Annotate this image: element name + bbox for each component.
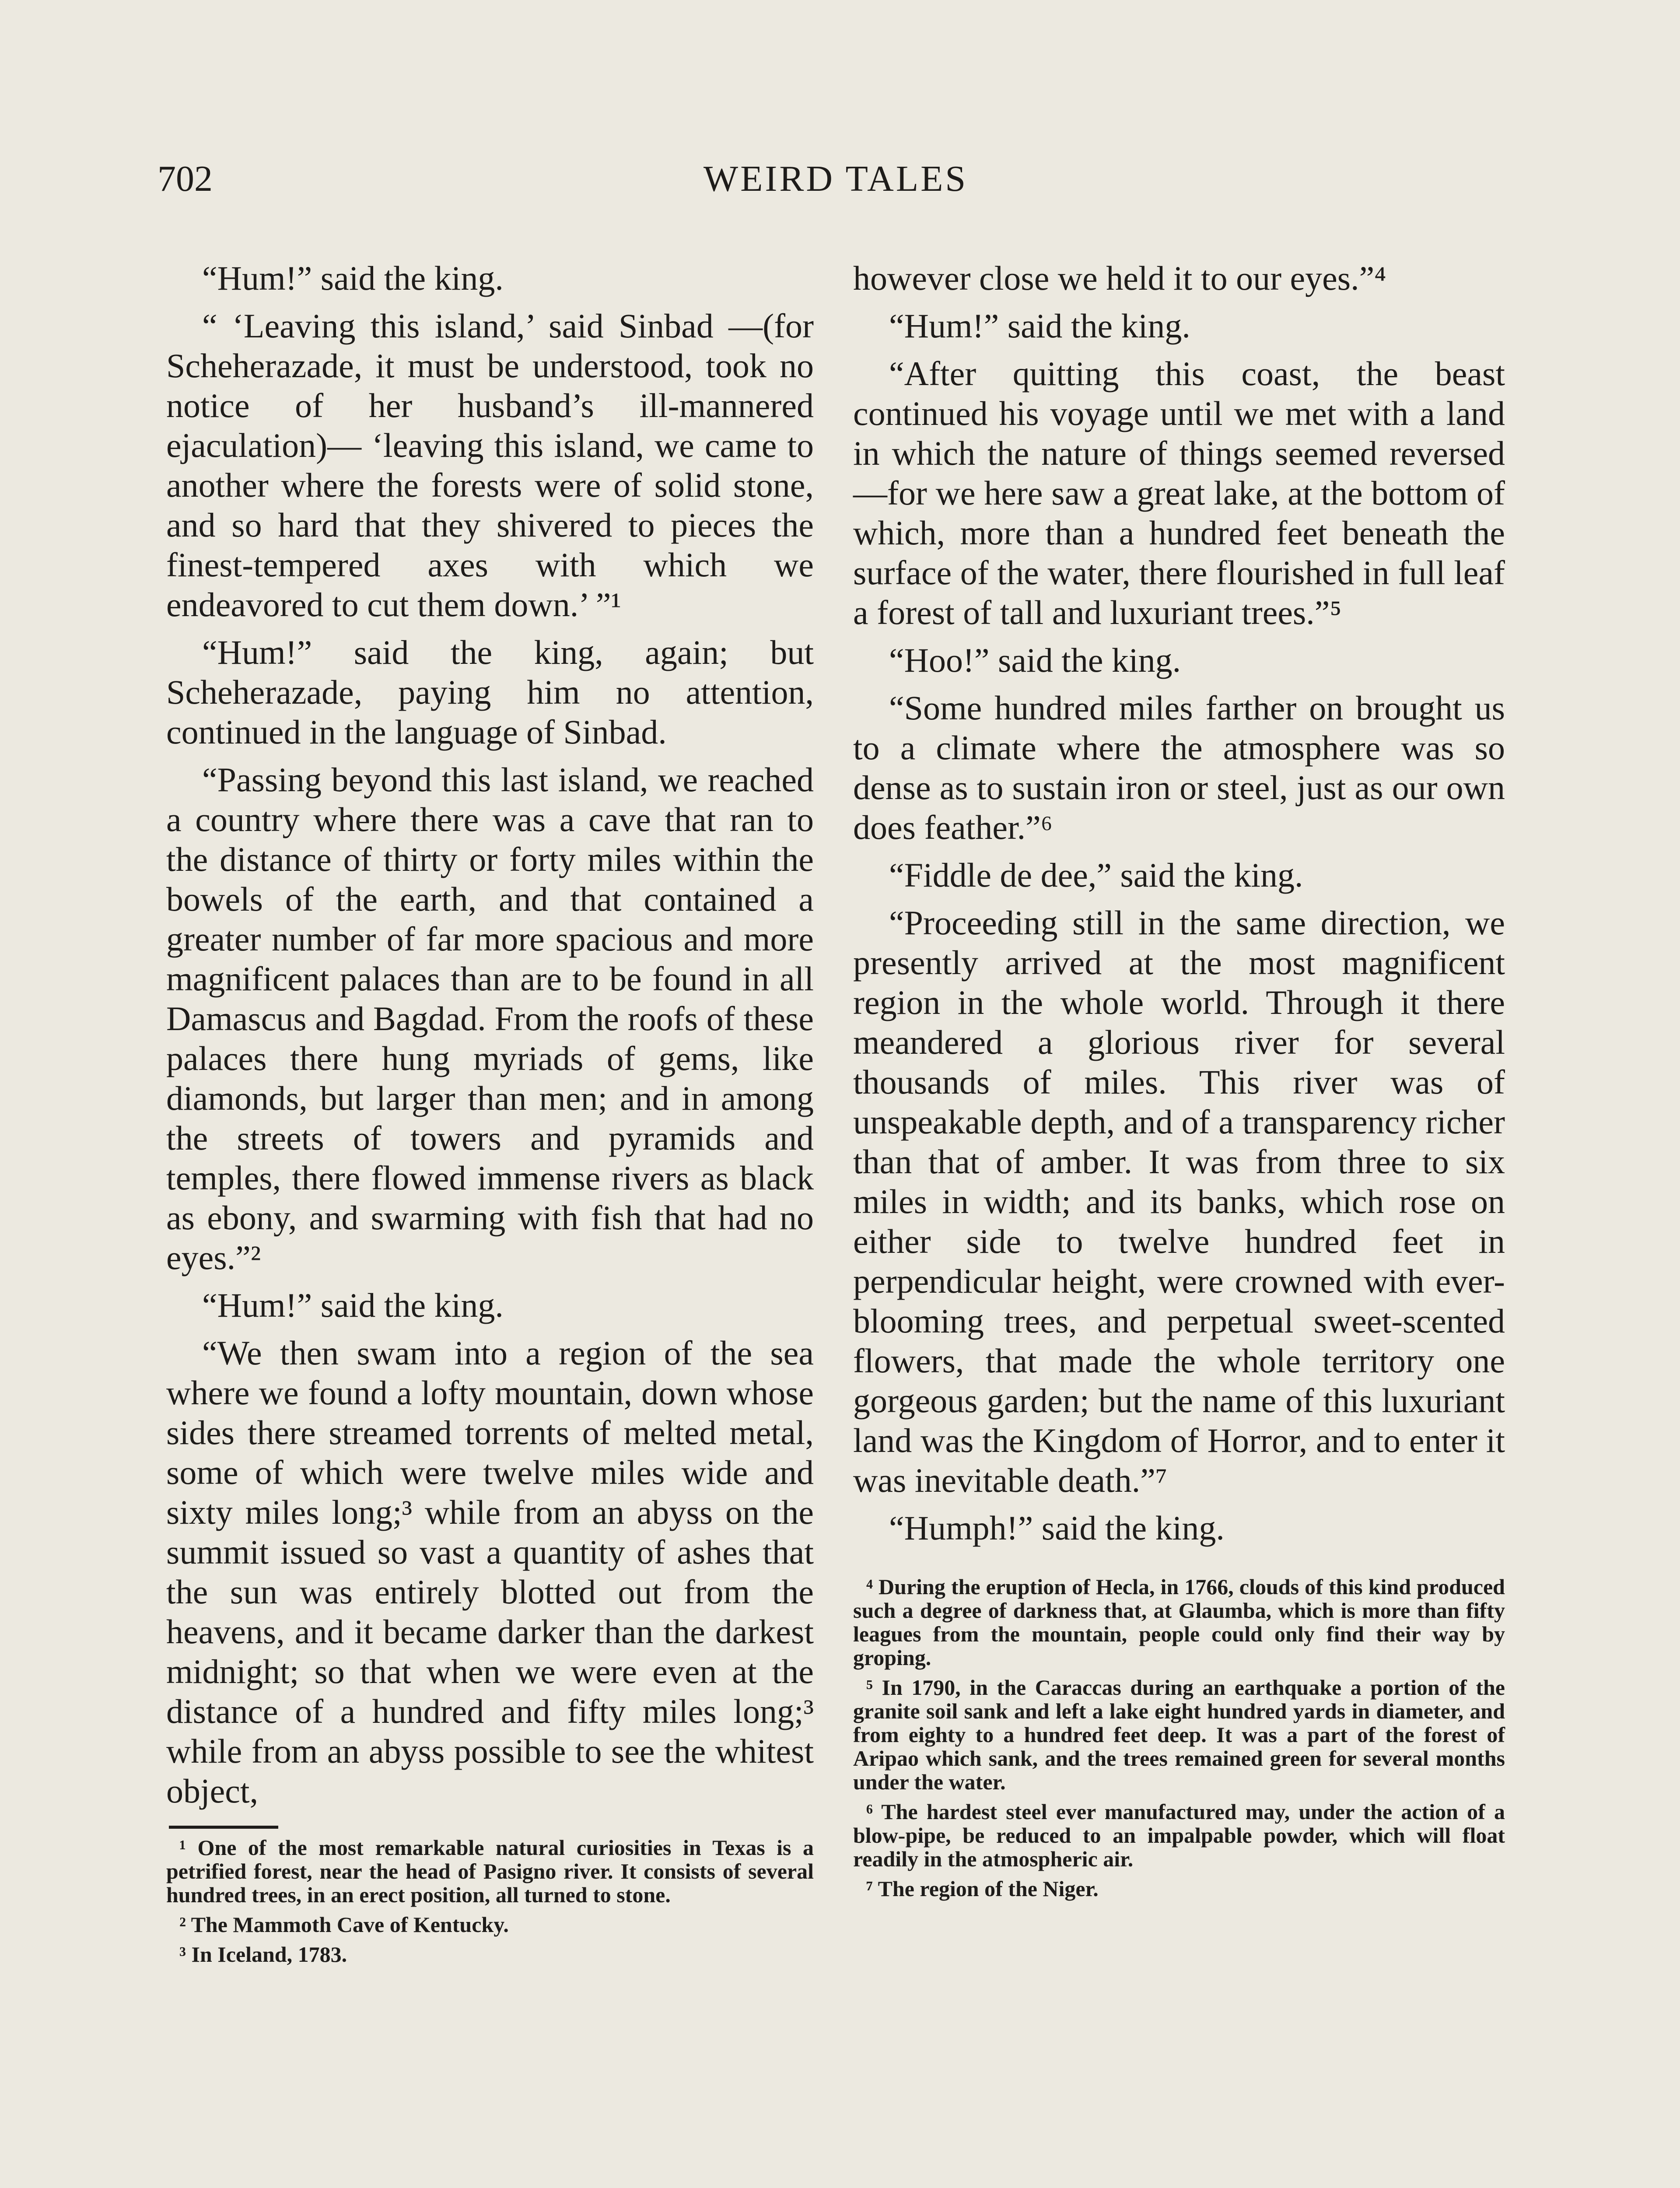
footnote: ⁴ During the eruption of Hecla, in 1766, clouds of this kind produced such a degree of darkness that, at Glaumba, which is more than fifty leagues from the mountain, people could only find their way by groping. — [853, 1574, 1505, 1670]
running-title: WEIRD TALES — [703, 158, 968, 199]
footnote-rule — [169, 1826, 278, 1829]
paragraph: “Hum!” said the king. — [202, 1286, 504, 1324]
paragraph: “After quitting this coast, the beast continued his voyage until we met with a land in which the nature of things seemed reversed—for we here saw a great lake, at the bottom of which, more than a hundred feet beneath the surface of the water, there flourished in full leaf a forest of tall and luxuriant trees.”⁵ — [853, 354, 1505, 631]
paragraph: “We then swam into a region of the sea where we found a lofty mountain, down whose sides there streamed torrents of melted metal, some of which were twelve miles wide and sixty miles long;³ while from an abyss on the summit issued so vast a quantity of ashes that the sun was entirely blotted out from the heavens, and it became darker than the darkest midnight; so that when we were even at the distance of a hundred and fifty miles long;³ while from an abyss possible to see the whitest object, — [166, 1334, 814, 1810]
paragraph: “Hoo!” said the king. — [889, 641, 1181, 679]
left-footnotes — [166, 1836, 814, 1966]
page-header — [158, 158, 1514, 210]
left-column — [166, 258, 814, 1972]
right-column — [853, 258, 1505, 1907]
paragraph: “Hum!” said the king. — [202, 259, 504, 297]
page-number: 702 — [158, 158, 213, 199]
paragraph: “ ‘Leaving this island,’ said Sinbad —(for Scheherazade, it must be understood, took no notice of her husband’s ill-mannered ejaculation)— ‘leaving this island, we came to another where the forests were of solid stone, and so hard that they shivered to pieces the finest-tempered axes with which we endeavored to cut them down.’ ”¹ — [166, 307, 814, 624]
footnote: ² The Mammoth Cave of Kentucky. — [179, 1912, 509, 1937]
footnote: ³ In Iceland, 1783. — [179, 1942, 347, 1967]
footnote: ¹ One of the most remarkable natural curiosities in Texas is a petrified forest, near the head of Pasigno river. It consists of several hundred trees, in an erect position, all turned to stone. — [166, 1835, 814, 1907]
footnote: ⁵ In 1790, in the Caraccas during an earthquake a portion of the granite soil sank and left a lake eight hundred yards in diameter, and from eighty to a hundred feet deep. It was a part of the forest of Aripao which sank, and the trees remained green for several months under the water. — [853, 1675, 1505, 1794]
footnote: ⁶ The hardest steel ever manufactured may, under the action of a blow-pipe, be reduced to an impalpable powder, which will float readily in the atmospheric air. — [853, 1799, 1505, 1871]
paragraph: “Proceeding still in the same direction, we presently arrived at the most magnificent region in the whole world. Through it there meandered a glorious river for several thousands of miles. This river was of unspeakable depth, and of a transparency richer than that of amber. It was from three to six miles in width; and its banks, which rose on either side to twelve hundred feet in perpendicular height, were crowned with ever-blooming trees, and perpetual sweet-scented flowers, that made the whole territory one gorgeous garden; but the name of this luxuriant land was the Kingdom of Horror, and to enter it was inevitable death.”⁷ — [853, 904, 1505, 1499]
paragraph: however close we held it to our eyes.”⁴ — [853, 259, 1386, 297]
paragraph: “Humph!” said the king. — [889, 1509, 1225, 1547]
right-footnotes — [853, 1575, 1505, 1900]
paragraph: “Hum!” said the king, again; but Scheherazade, paying him no attention, continued in the language of Sinbad. — [166, 633, 814, 751]
paragraph: “Passing beyond this last island, we reached a country where there was a cave that ran to the distance of thirty or forty miles within the bowels of the earth, and that contained a greater number of far more spacious and more magnificent palaces than are to be found in all Damascus and Bagdad. From the roofs of these palaces there hung myriads of gems, like diamonds, but larger than men; and in among the streets of towers and pyramids and temples, there flowed immense rivers as black as ebony, and swarming with fish that had no eyes.”² — [166, 761, 814, 1276]
paragraph: “Some hundred miles farther on brought us to a climate where the atmosphere was so dense as to sustain iron or steel, just as our own does feather.”⁶ — [853, 689, 1505, 846]
footnote: ⁷ The region of the Niger. — [866, 1876, 1099, 1901]
paragraph: “Fiddle de dee,” said the king. — [889, 856, 1303, 894]
paragraph: “Hum!” said the king. — [889, 307, 1190, 345]
